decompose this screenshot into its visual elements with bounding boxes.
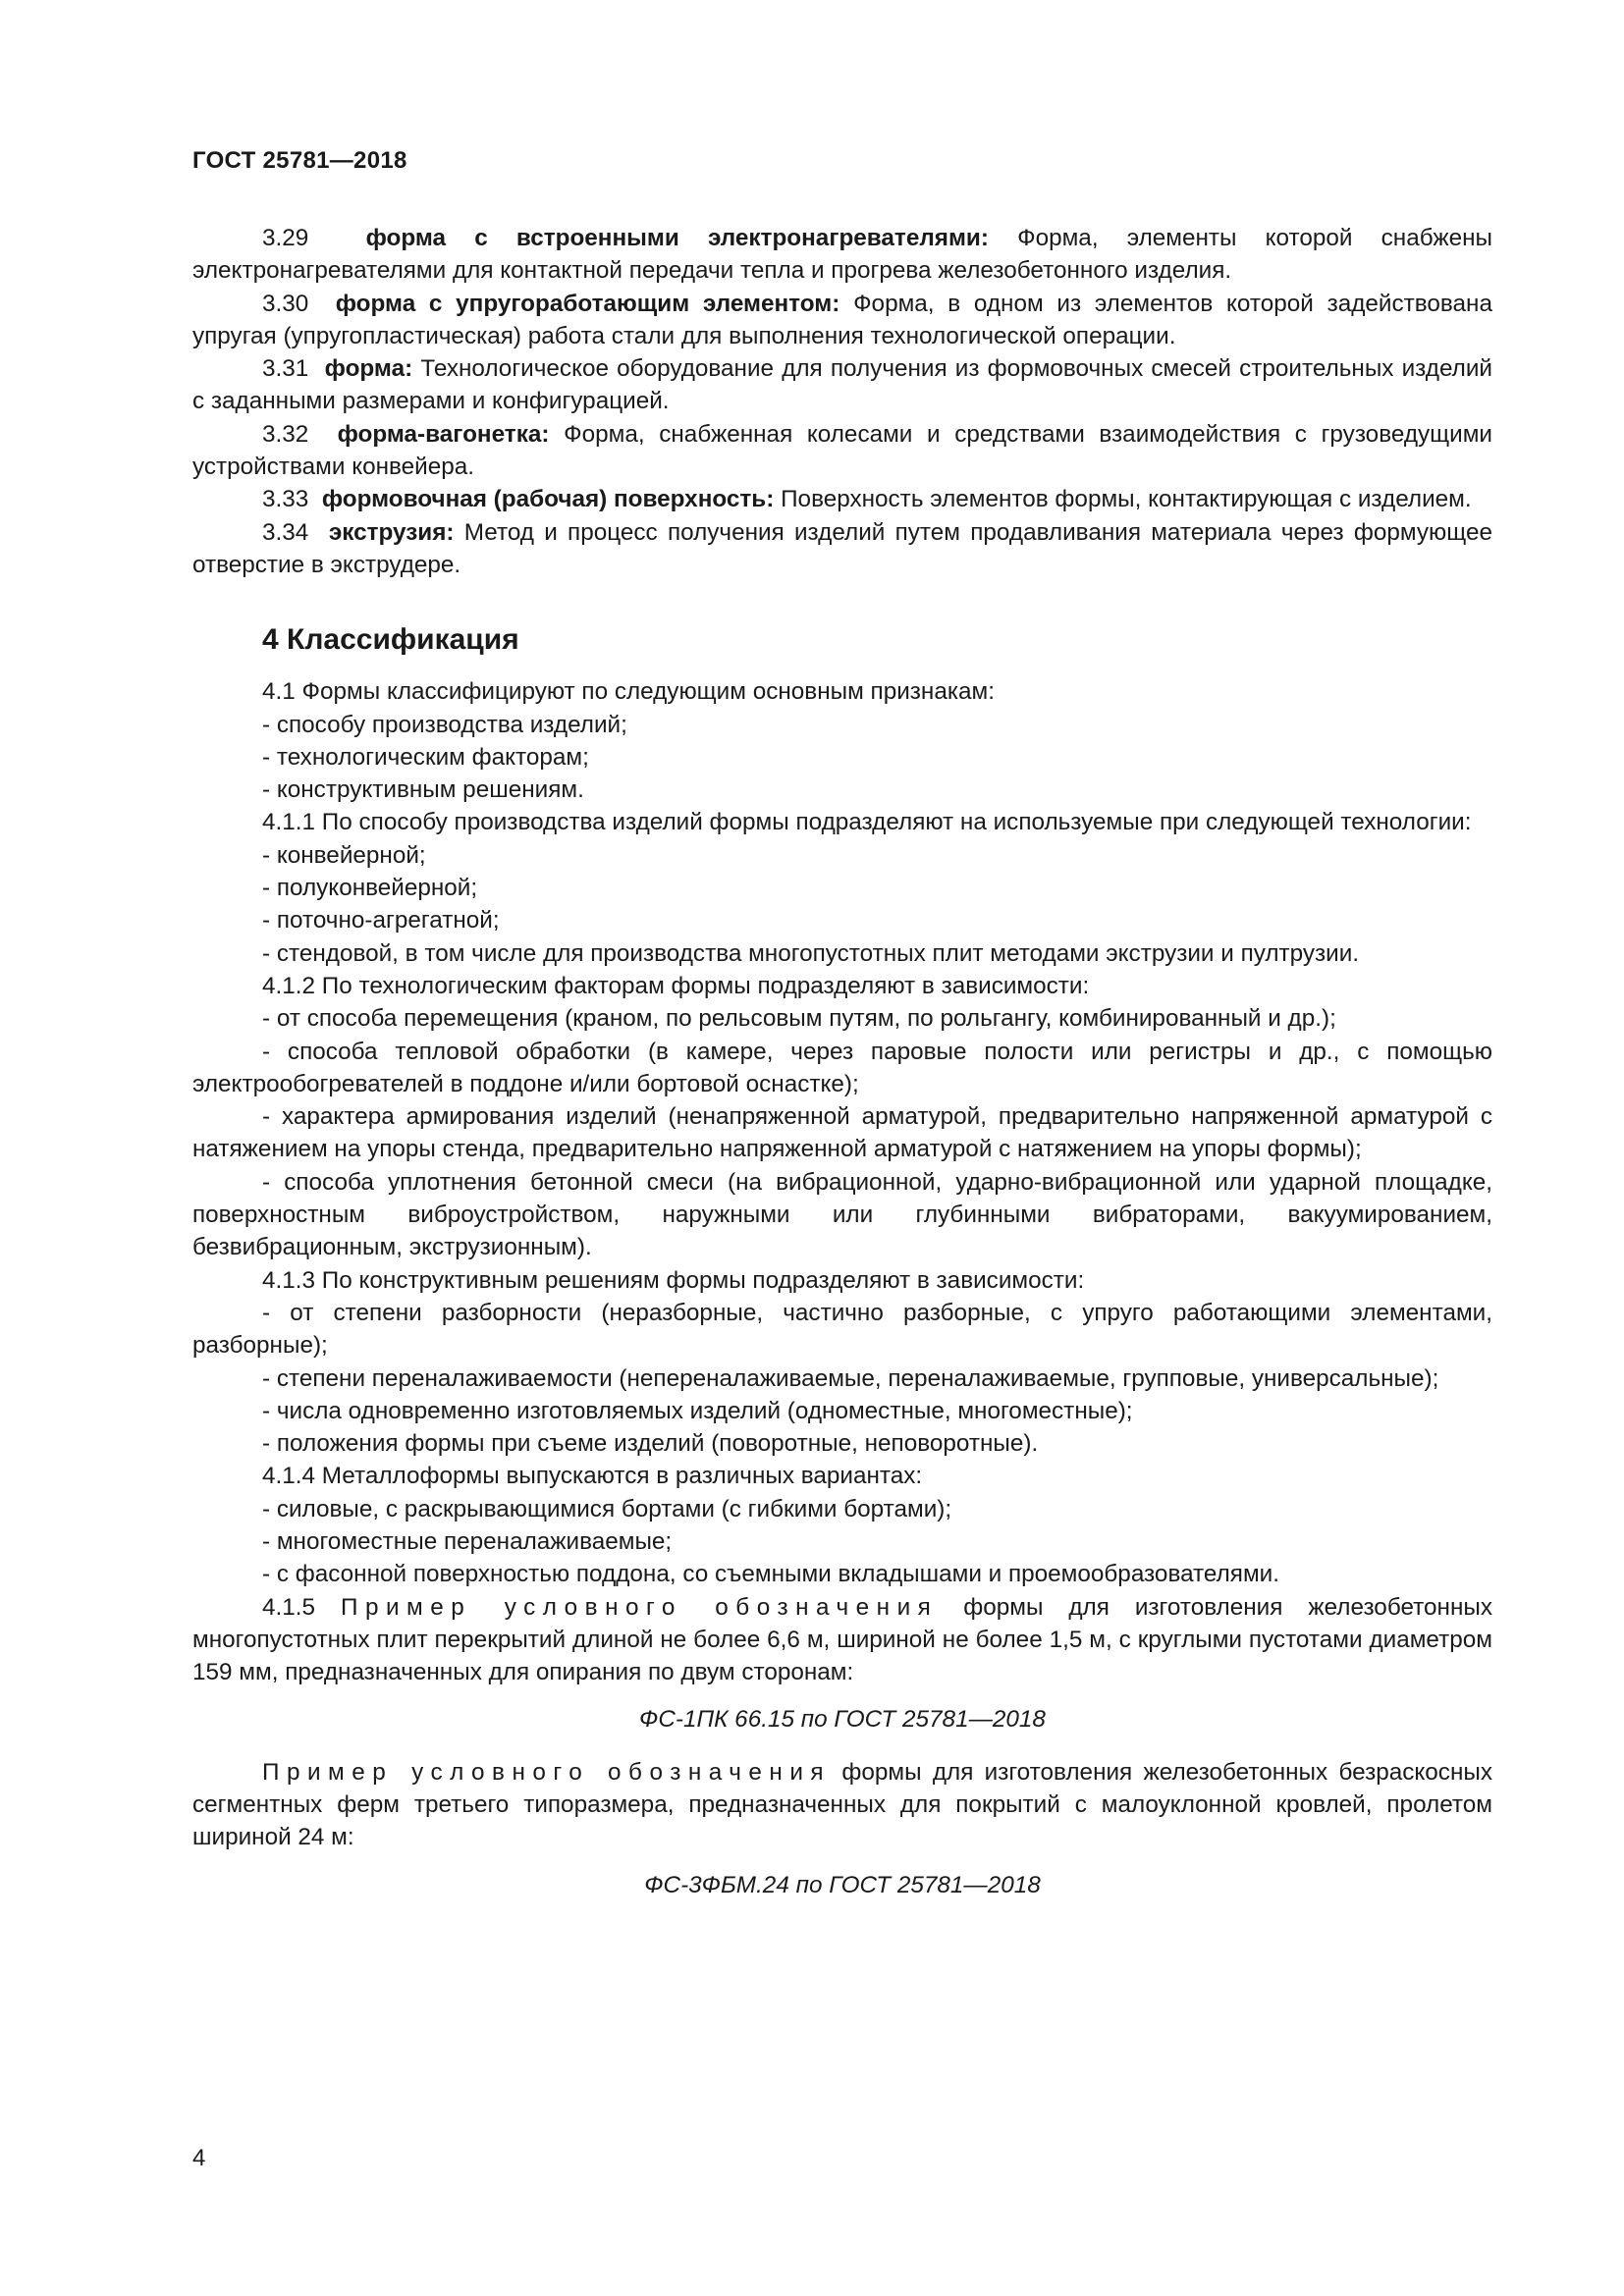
list-item: - стендовой, в том числе для производства многопустотных плит методами экструзии и пултрузии.: [262, 939, 1360, 967]
paragraph-4-1: 4.1 Формы классифицируют по следующим основным признакам:: [262, 678, 995, 706]
example-label: Пример условного обозначения: [262, 1758, 832, 1786]
paragraph-example-2: Пример условного обозначения формы для изготовления железобетонных безраскосных сегментных ферм третьего типоразмера, предназначенных для покрытий с малоуклонной кровлей, пролетом шириной 24 м:: [192, 1758, 1492, 1851]
definition-3-29: 3.29 форма с встроенными электронагревателями: Форма, элементы которой снабжены электронагревателями для контактной передачи тепла и прогрева железобетонного изделия.: [192, 225, 1492, 285]
list-item: - от способа перемещения (краном, по рельсовым путям, по рольгангу, комбинированный и др.);: [262, 1005, 1336, 1033]
definition-3-32: 3.32 форма-вагонетка: Форма, снабженная колесами и средствами взаимодействия с грузоведущими устройствами конвейера.: [192, 420, 1492, 481]
paragraph-4-1-4: 4.1.4 Металлоформы выпускаются в различных вариантах:: [262, 1463, 923, 1490]
list-item: - положения формы при съеме изделий (поворотные, неповоротные).: [262, 1430, 1039, 1458]
term: форма с упругоработающим элементом:: [335, 290, 840, 317]
paragraph-4-1-2: 4.1.2 По технологическим факторам формы подразделяют в зависимости:: [262, 972, 1090, 999]
designation-example-2: ФС-3ФБМ.24 по ГОСТ 25781—2018: [644, 1871, 1041, 1898]
list-item: - многоместные переналаживаемые;: [262, 1527, 673, 1555]
designation-example-1: ФС-1ПК 66.15 по ГОСТ 25781—2018: [639, 1706, 1046, 1734]
list-item: - степени переналаживаемости (непереналаживаемые, переналаживаемые, групповые, универсальные);: [262, 1364, 1439, 1392]
definition-3-33: 3.33 формовочная (рабочая) поверхность: Поверхность элементов формы, контактирующая с изделием.: [262, 486, 1472, 513]
paragraph-4-1-5: 4.1.5 Пример условного обозначения формы для изготовления железобетонных многопустотных плит перекрытий длиной не более 6,6 м, шириной не более 1,5 м, с круглыми пустотами диаметром 159 мм, предназначенных для опирания по двум сторонам:: [192, 1593, 1492, 1686]
list-item: - от степени разборности (неразборные, частично разборные, с упруго работающими элементами, разборные);: [192, 1299, 1492, 1360]
running-head: ГОСТ 25781—2018: [192, 147, 407, 174]
list-item: - способа уплотнения бетонной смеси (на вибрационной, ударно-вибрационной или ударной площадке, поверхностным виброустройством, наружными или глубинными вибраторами, вакуумированием, безвибрационным, экструзионным).: [192, 1168, 1492, 1261]
list-item: - технологическим факторам;: [262, 743, 589, 771]
term: форма с встроенными электронагревателями:: [365, 225, 989, 251]
list-item: - силовые, с раскрывающимися бортами (с гибкими бортами);: [262, 1495, 952, 1522]
list-item: - конвейерной;: [262, 841, 426, 869]
term: экструзия:: [328, 518, 455, 546]
list-item: - характера армирования изделий (ненапряженной арматурой, предварительно напряженной арматурой с натяжением на упоры стенда, предварительно напряженной арматурой с натяжением на упоры формы);: [192, 1103, 1492, 1163]
definition-3-34: 3.34 экструзия: Метод и процесс получения изделий путем продавливания материала через формующее отверстие в экструдере.: [192, 518, 1492, 578]
page-number: 4: [192, 2145, 206, 2171]
term: формовочная (рабочая) поверхность:: [321, 486, 775, 513]
section-heading: 4 Классификация: [262, 623, 519, 657]
term: форма:: [324, 355, 413, 383]
list-item: - способу производства изделий;: [262, 711, 627, 738]
term: форма-вагонетка:: [337, 420, 550, 448]
page-content: [192, 222, 1492, 1921]
definition-3-31: 3.31 форма: Технологическое оборудование для получения из формовочных смесей строительных изделий с заданными размерами и конфигурацией.: [192, 355, 1492, 415]
list-item: - числа одновременно изготовляемых изделий (одноместные, многоместные);: [262, 1397, 1133, 1424]
definition-3-30: 3.30 форма с упругоработающим элементом: Форма, в одном из элементов которой задействована упругая (упругопластическая) работа стали для выполнения технологической операции.: [192, 290, 1492, 349]
example-label: Пример условного обозначения: [340, 1593, 939, 1621]
list-item: - с фасонной поверхностью поддона, со съемными вкладышами и проемообразователями.: [262, 1561, 1279, 1588]
list-item: - способа тепловой обработки (в камере, через паровые полости или регистры и др., с помощью электрообогревателей в поддоне и/или бортовой оснастке);: [192, 1038, 1492, 1097]
list-item: - полуконвейерной;: [262, 875, 478, 902]
paragraph-4-1-1: 4.1.1 По способу производства изделий формы подразделяют на используемые при следующей технологии:: [262, 809, 1472, 836]
list-item: - конструктивным решениям.: [262, 776, 584, 804]
list-item: - поточно-агрегатной;: [262, 907, 500, 934]
paragraph-4-1-3: 4.1.3 По конструктивным решениям формы подразделяют в зависимости:: [262, 1266, 1085, 1294]
